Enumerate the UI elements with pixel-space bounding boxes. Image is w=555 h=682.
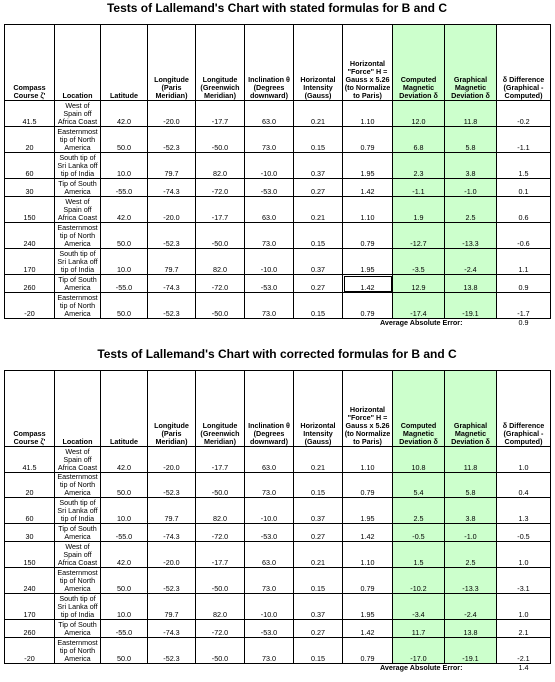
table-cell: 0.1 <box>497 179 551 197</box>
table-2-title: Tests of Lallemand's Chart with corrected formulas for B and C <box>97 347 457 361</box>
table-row <box>5 153 551 179</box>
table-cell: 1.10 <box>343 101 393 127</box>
table-cell: -52.3 <box>148 568 196 594</box>
table-cell: 240 <box>5 223 55 249</box>
table-cell: -20.0 <box>148 447 196 473</box>
location-cell: South tip of Sri Lanka off tip of India <box>55 249 101 275</box>
table-cell: 50.0 <box>101 568 148 594</box>
table-cell: 82.0 <box>196 594 245 620</box>
table-cell: -0.2 <box>497 101 551 127</box>
table-cell: 30 <box>5 179 55 197</box>
table-stated-formulas <box>4 24 551 331</box>
table-row <box>5 197 551 223</box>
header-row <box>5 371 551 447</box>
table-cell: -0.6 <box>497 223 551 249</box>
column-header: Computed Magnetic Deviation δ <box>393 25 445 101</box>
table-cell: -1.7 <box>497 293 551 319</box>
table-cell: -52.3 <box>148 127 196 153</box>
table-cell: 1.9 <box>393 197 445 223</box>
table-cell: 60 <box>5 153 55 179</box>
table-cell: 1.5 <box>497 153 551 179</box>
table-cell: 63.0 <box>245 447 294 473</box>
table-cell: 5.8 <box>445 127 497 153</box>
table-cell: -20 <box>5 638 55 664</box>
table-cell: 82.0 <box>196 498 245 524</box>
table-cell: 63.0 <box>245 101 294 127</box>
location-cell: South tip of Sri Lanka off tip of India <box>55 594 101 620</box>
table-cell: 11.7 <box>393 620 445 638</box>
location-cell: Easternmost tip of North America <box>55 473 101 498</box>
table-cell: 11.8 <box>445 447 497 473</box>
table-cell: 79.7 <box>148 498 196 524</box>
table-cell: 12.0 <box>393 101 445 127</box>
table-cell: 3.8 <box>445 498 497 524</box>
location-cell: Tip of South America <box>55 275 101 293</box>
table-cell: 41.5 <box>5 101 55 127</box>
table-cell: -17.0 <box>393 638 445 664</box>
table-row <box>5 620 551 638</box>
table-cell: -19.1 <box>445 293 497 319</box>
table-cell: -2.1 <box>497 638 551 664</box>
table-cell: -53.0 <box>245 524 294 542</box>
column-header: Location <box>55 371 101 447</box>
spacer-cell <box>5 664 343 676</box>
table-cell: 0.27 <box>294 179 343 197</box>
table-cell: 0.15 <box>294 293 343 319</box>
average-absolute-error-label: Average Absolute Error: <box>379 318 463 327</box>
table-cell: -17.4 <box>393 293 445 319</box>
table-cell: 1.95 <box>343 498 393 524</box>
column-header: Longitude (Greenwich Meridian) <box>196 25 245 101</box>
table-cell: -3.5 <box>393 249 445 275</box>
table-cell: -50.0 <box>196 568 245 594</box>
table-cell: 1.42 <box>343 179 393 197</box>
table-cell: -10.0 <box>245 498 294 524</box>
column-header: Location <box>55 25 101 101</box>
table-cell: 0.79 <box>343 127 393 153</box>
table-row <box>5 249 551 275</box>
column-header: δ Difference (Graphical - Computed) <box>497 25 551 101</box>
table-cell: -13.3 <box>445 223 497 249</box>
table-cell: 1.95 <box>343 594 393 620</box>
table-row <box>5 498 551 524</box>
table-cell: 20 <box>5 473 55 498</box>
table-cell: 73.0 <box>245 127 294 153</box>
table-row <box>5 179 551 197</box>
table-cell: 0.37 <box>294 153 343 179</box>
table-cell: 0.21 <box>294 197 343 223</box>
table-cell: 0.79 <box>343 293 393 319</box>
location-cell: Tip of South America <box>55 179 101 197</box>
table-cell: 0.21 <box>294 447 343 473</box>
location-cell: West of Spain off Africa Coast <box>55 101 101 127</box>
location-cell: Easternmost tip of North America <box>55 127 101 153</box>
location-cell: Tip of South America <box>55 524 101 542</box>
table-cell: 0.27 <box>294 524 343 542</box>
table-cell: -55.0 <box>101 620 148 638</box>
table-cell: 11.8 <box>445 101 497 127</box>
table-cell: -55.0 <box>101 524 148 542</box>
table-cell: 0.79 <box>343 473 393 498</box>
table-row <box>5 594 551 620</box>
table-cell: -72.0 <box>196 179 245 197</box>
table-cell: -52.3 <box>148 638 196 664</box>
table-cell: -0.5 <box>393 524 445 542</box>
table-cell: -13.3 <box>445 568 497 594</box>
table-cell: -53.0 <box>245 620 294 638</box>
table-cell: 63.0 <box>245 197 294 223</box>
table-cell: 240 <box>5 568 55 594</box>
table-cell: 1.42 <box>343 524 393 542</box>
column-header: Inclination θ (Degrees downward) <box>245 371 294 447</box>
table-cell: 1.95 <box>343 249 393 275</box>
table-cell: -17.7 <box>196 197 245 223</box>
table-cell: -55.0 <box>101 179 148 197</box>
column-header: Graphical Magnetic Deviation δ <box>445 25 497 101</box>
table-cell: 0.79 <box>343 638 393 664</box>
table-cell: 0.21 <box>294 101 343 127</box>
table-cell: 42.0 <box>101 101 148 127</box>
table-cell: -3.1 <box>497 568 551 594</box>
table-cell: 1.95 <box>343 153 393 179</box>
column-header: Longitude (Paris Meridian) <box>148 25 196 101</box>
table-cell: -52.3 <box>148 473 196 498</box>
table-cell: 0.15 <box>294 638 343 664</box>
table-cell: 0.37 <box>294 498 343 524</box>
table-cell: -50.0 <box>196 638 245 664</box>
table-row <box>5 293 551 319</box>
table-row <box>5 568 551 594</box>
column-header: Latitude <box>101 25 148 101</box>
average-row <box>5 319 551 331</box>
column-header: Compass Course ζ' <box>5 25 55 101</box>
table-cell: 50.0 <box>101 473 148 498</box>
table-cell: 150 <box>5 542 55 568</box>
table-cell: 2.5 <box>445 197 497 223</box>
table-cell: 5.8 <box>445 473 497 498</box>
table-cell: 1.0 <box>497 447 551 473</box>
table-cell: 0.9 <box>497 275 551 293</box>
table-cell: 79.7 <box>148 249 196 275</box>
average-absolute-error-label: Average Absolute Error: <box>379 663 463 672</box>
table-cell: 10.0 <box>101 249 148 275</box>
column-header: Latitude <box>101 371 148 447</box>
table-cell: 73.0 <box>245 638 294 664</box>
table-cell: 10.0 <box>101 498 148 524</box>
table-cell: 10.0 <box>101 153 148 179</box>
table-cell: -20.0 <box>148 542 196 568</box>
table-cell: 0.79 <box>343 568 393 594</box>
table-cell: 3.8 <box>445 153 497 179</box>
location-cell: Easternmost tip of North America <box>55 293 101 319</box>
table-cell: -17.7 <box>196 447 245 473</box>
table-cell: -52.3 <box>148 223 196 249</box>
table-cell: 5.4 <box>393 473 445 498</box>
table-cell: 50.0 <box>101 127 148 153</box>
table-cell: 82.0 <box>196 249 245 275</box>
table-cell: -74.3 <box>148 275 196 293</box>
table-row <box>5 127 551 153</box>
table-cell: 79.7 <box>148 594 196 620</box>
column-header: Compass Course ζ' <box>5 371 55 447</box>
table-cell: -20 <box>5 293 55 319</box>
table-cell: 150 <box>5 197 55 223</box>
table-cell: -1.1 <box>393 179 445 197</box>
table-cell: 0.15 <box>294 223 343 249</box>
column-header: Horizontal "Force" H = Gauss x 5.26 (to Normalize to Paris) <box>343 371 393 447</box>
table-cell: -74.3 <box>148 179 196 197</box>
table-row <box>5 638 551 664</box>
table-cell: 0.27 <box>294 620 343 638</box>
location-cell: Easternmost tip of North America <box>55 638 101 664</box>
table-cell: -19.1 <box>445 638 497 664</box>
table-cell: 13.8 <box>445 275 497 293</box>
table-cell: 260 <box>5 620 55 638</box>
location-cell: West of Spain off Africa Coast <box>55 447 101 473</box>
table-cell: 1.3 <box>497 498 551 524</box>
table-cell: 0.15 <box>294 127 343 153</box>
table-cell: -3.4 <box>393 594 445 620</box>
table-cell: -2.4 <box>445 249 497 275</box>
average-row <box>5 664 551 676</box>
table-cell: -2.4 <box>445 594 497 620</box>
table-cell: 42.0 <box>101 447 148 473</box>
table-cell: 2.5 <box>393 498 445 524</box>
table-cell: -74.3 <box>148 620 196 638</box>
table-row <box>5 473 551 498</box>
table-cell: 10.0 <box>101 594 148 620</box>
location-cell: Easternmost tip of North America <box>55 223 101 249</box>
table-cell: -17.7 <box>196 101 245 127</box>
table-cell: -0.5 <box>497 524 551 542</box>
table-cell: -50.0 <box>196 223 245 249</box>
table-cell: 82.0 <box>196 153 245 179</box>
table-row <box>5 542 551 568</box>
table-cell: 0.21 <box>294 542 343 568</box>
table-cell: 170 <box>5 249 55 275</box>
table-cell: 1.0 <box>497 542 551 568</box>
table-corrected-formulas <box>4 370 551 676</box>
table-cell: -12.7 <box>393 223 445 249</box>
table-cell: 50.0 <box>101 638 148 664</box>
table-cell: -52.3 <box>148 293 196 319</box>
table-cell: 170 <box>5 594 55 620</box>
table-cell: 1.5 <box>393 542 445 568</box>
column-header: Inclination θ (Degrees downward) <box>245 25 294 101</box>
column-header: Longitude (Paris Meridian) <box>148 371 196 447</box>
column-header: Horizontal Intensity (Gauss) <box>294 371 343 447</box>
table-cell: -1.1 <box>497 127 551 153</box>
table-row <box>5 524 551 542</box>
location-cell: South tip of Sri Lanka off tip of India <box>55 498 101 524</box>
table-cell: 1.10 <box>343 447 393 473</box>
table-cell: 1.1 <box>497 249 551 275</box>
column-header: Longitude (Greenwich Meridian) <box>196 371 245 447</box>
column-header: δ Difference (Graphical - Computed) <box>497 371 551 447</box>
table-cell: -1.0 <box>445 524 497 542</box>
table-cell: 13.8 <box>445 620 497 638</box>
table-cell: 0.37 <box>294 249 343 275</box>
table-cell: 20 <box>5 127 55 153</box>
table-cell: -10.0 <box>245 153 294 179</box>
table-cell: 73.0 <box>245 568 294 594</box>
table-cell: 1.10 <box>343 542 393 568</box>
table-cell: 260 <box>5 275 55 293</box>
table-row <box>5 101 551 127</box>
table-cell: 6.8 <box>393 127 445 153</box>
table-cell: 0.79 <box>343 223 393 249</box>
table-cell: -50.0 <box>196 127 245 153</box>
table-cell: 63.0 <box>245 542 294 568</box>
table-cell: 0.6 <box>497 197 551 223</box>
table-cell: -74.3 <box>148 524 196 542</box>
table-row <box>5 275 551 293</box>
table-cell: -72.0 <box>196 620 245 638</box>
table-cell: -72.0 <box>196 275 245 293</box>
table-cell: 2.3 <box>393 153 445 179</box>
table-cell: 10.8 <box>393 447 445 473</box>
table-cell: -10.0 <box>245 249 294 275</box>
table-cell: 73.0 <box>245 473 294 498</box>
table-cell: 60 <box>5 498 55 524</box>
table-cell: 0.15 <box>294 473 343 498</box>
table-cell: 79.7 <box>148 153 196 179</box>
table-row <box>5 447 551 473</box>
table-cell: 2.5 <box>445 542 497 568</box>
table-cell: 12.9 <box>393 275 445 293</box>
table-cell: -10.2 <box>393 568 445 594</box>
table-cell: -20.0 <box>148 197 196 223</box>
table-cell: 42.0 <box>101 542 148 568</box>
table-cell: 0.27 <box>294 275 343 293</box>
table-cell: 1.0 <box>497 594 551 620</box>
table-1-title: Tests of Lallemand's Chart with stated formulas for B and C <box>106 1 447 15</box>
column-header: Graphical Magnetic Deviation δ <box>445 371 497 447</box>
average-absolute-error-value: 0.9 <box>518 318 529 327</box>
table-cell: 50.0 <box>101 293 148 319</box>
table-cell: 1.42 <box>343 620 393 638</box>
table-cell: 0.37 <box>294 594 343 620</box>
column-header: Horizontal Intensity (Gauss) <box>294 25 343 101</box>
spacer-cell <box>5 319 343 331</box>
table-cell: -10.0 <box>245 594 294 620</box>
table-cell: 73.0 <box>245 293 294 319</box>
column-header: Horizontal "Force" H = Gauss x 5.26 (to Normalize to Paris) <box>343 25 393 101</box>
table-cell: 30 <box>5 524 55 542</box>
table-cell: -20.0 <box>148 101 196 127</box>
location-cell: Easternmost tip of North America <box>55 568 101 594</box>
table-cell: 0.4 <box>497 473 551 498</box>
table-cell: -53.0 <box>245 179 294 197</box>
table-cell: 42.0 <box>101 197 148 223</box>
table-cell: -17.7 <box>196 542 245 568</box>
table-cell: -53.0 <box>245 275 294 293</box>
table-cell: -55.0 <box>101 275 148 293</box>
location-cell: West of Spain off Africa Coast <box>55 542 101 568</box>
table-row <box>5 223 551 249</box>
table-cell: 2.1 <box>497 620 551 638</box>
header-row <box>5 25 551 101</box>
table-cell: -1.0 <box>445 179 497 197</box>
column-header: Computed Magnetic Deviation δ <box>393 371 445 447</box>
table-cell: -50.0 <box>196 473 245 498</box>
table-cell: 1.10 <box>343 197 393 223</box>
location-cell: South tip of Sri Lanka off tip of India <box>55 153 101 179</box>
table-cell: 73.0 <box>245 223 294 249</box>
table-cell: -72.0 <box>196 524 245 542</box>
location-cell: West of Spain off Africa Coast <box>55 197 101 223</box>
table-cell: 41.5 <box>5 447 55 473</box>
table-cell: -50.0 <box>196 293 245 319</box>
table-cell: 50.0 <box>101 223 148 249</box>
location-cell: Tip of South America <box>55 620 101 638</box>
average-absolute-error-value: 1.4 <box>518 663 529 672</box>
table-cell: 0.15 <box>294 568 343 594</box>
table-cell: 1.42 <box>343 275 393 293</box>
